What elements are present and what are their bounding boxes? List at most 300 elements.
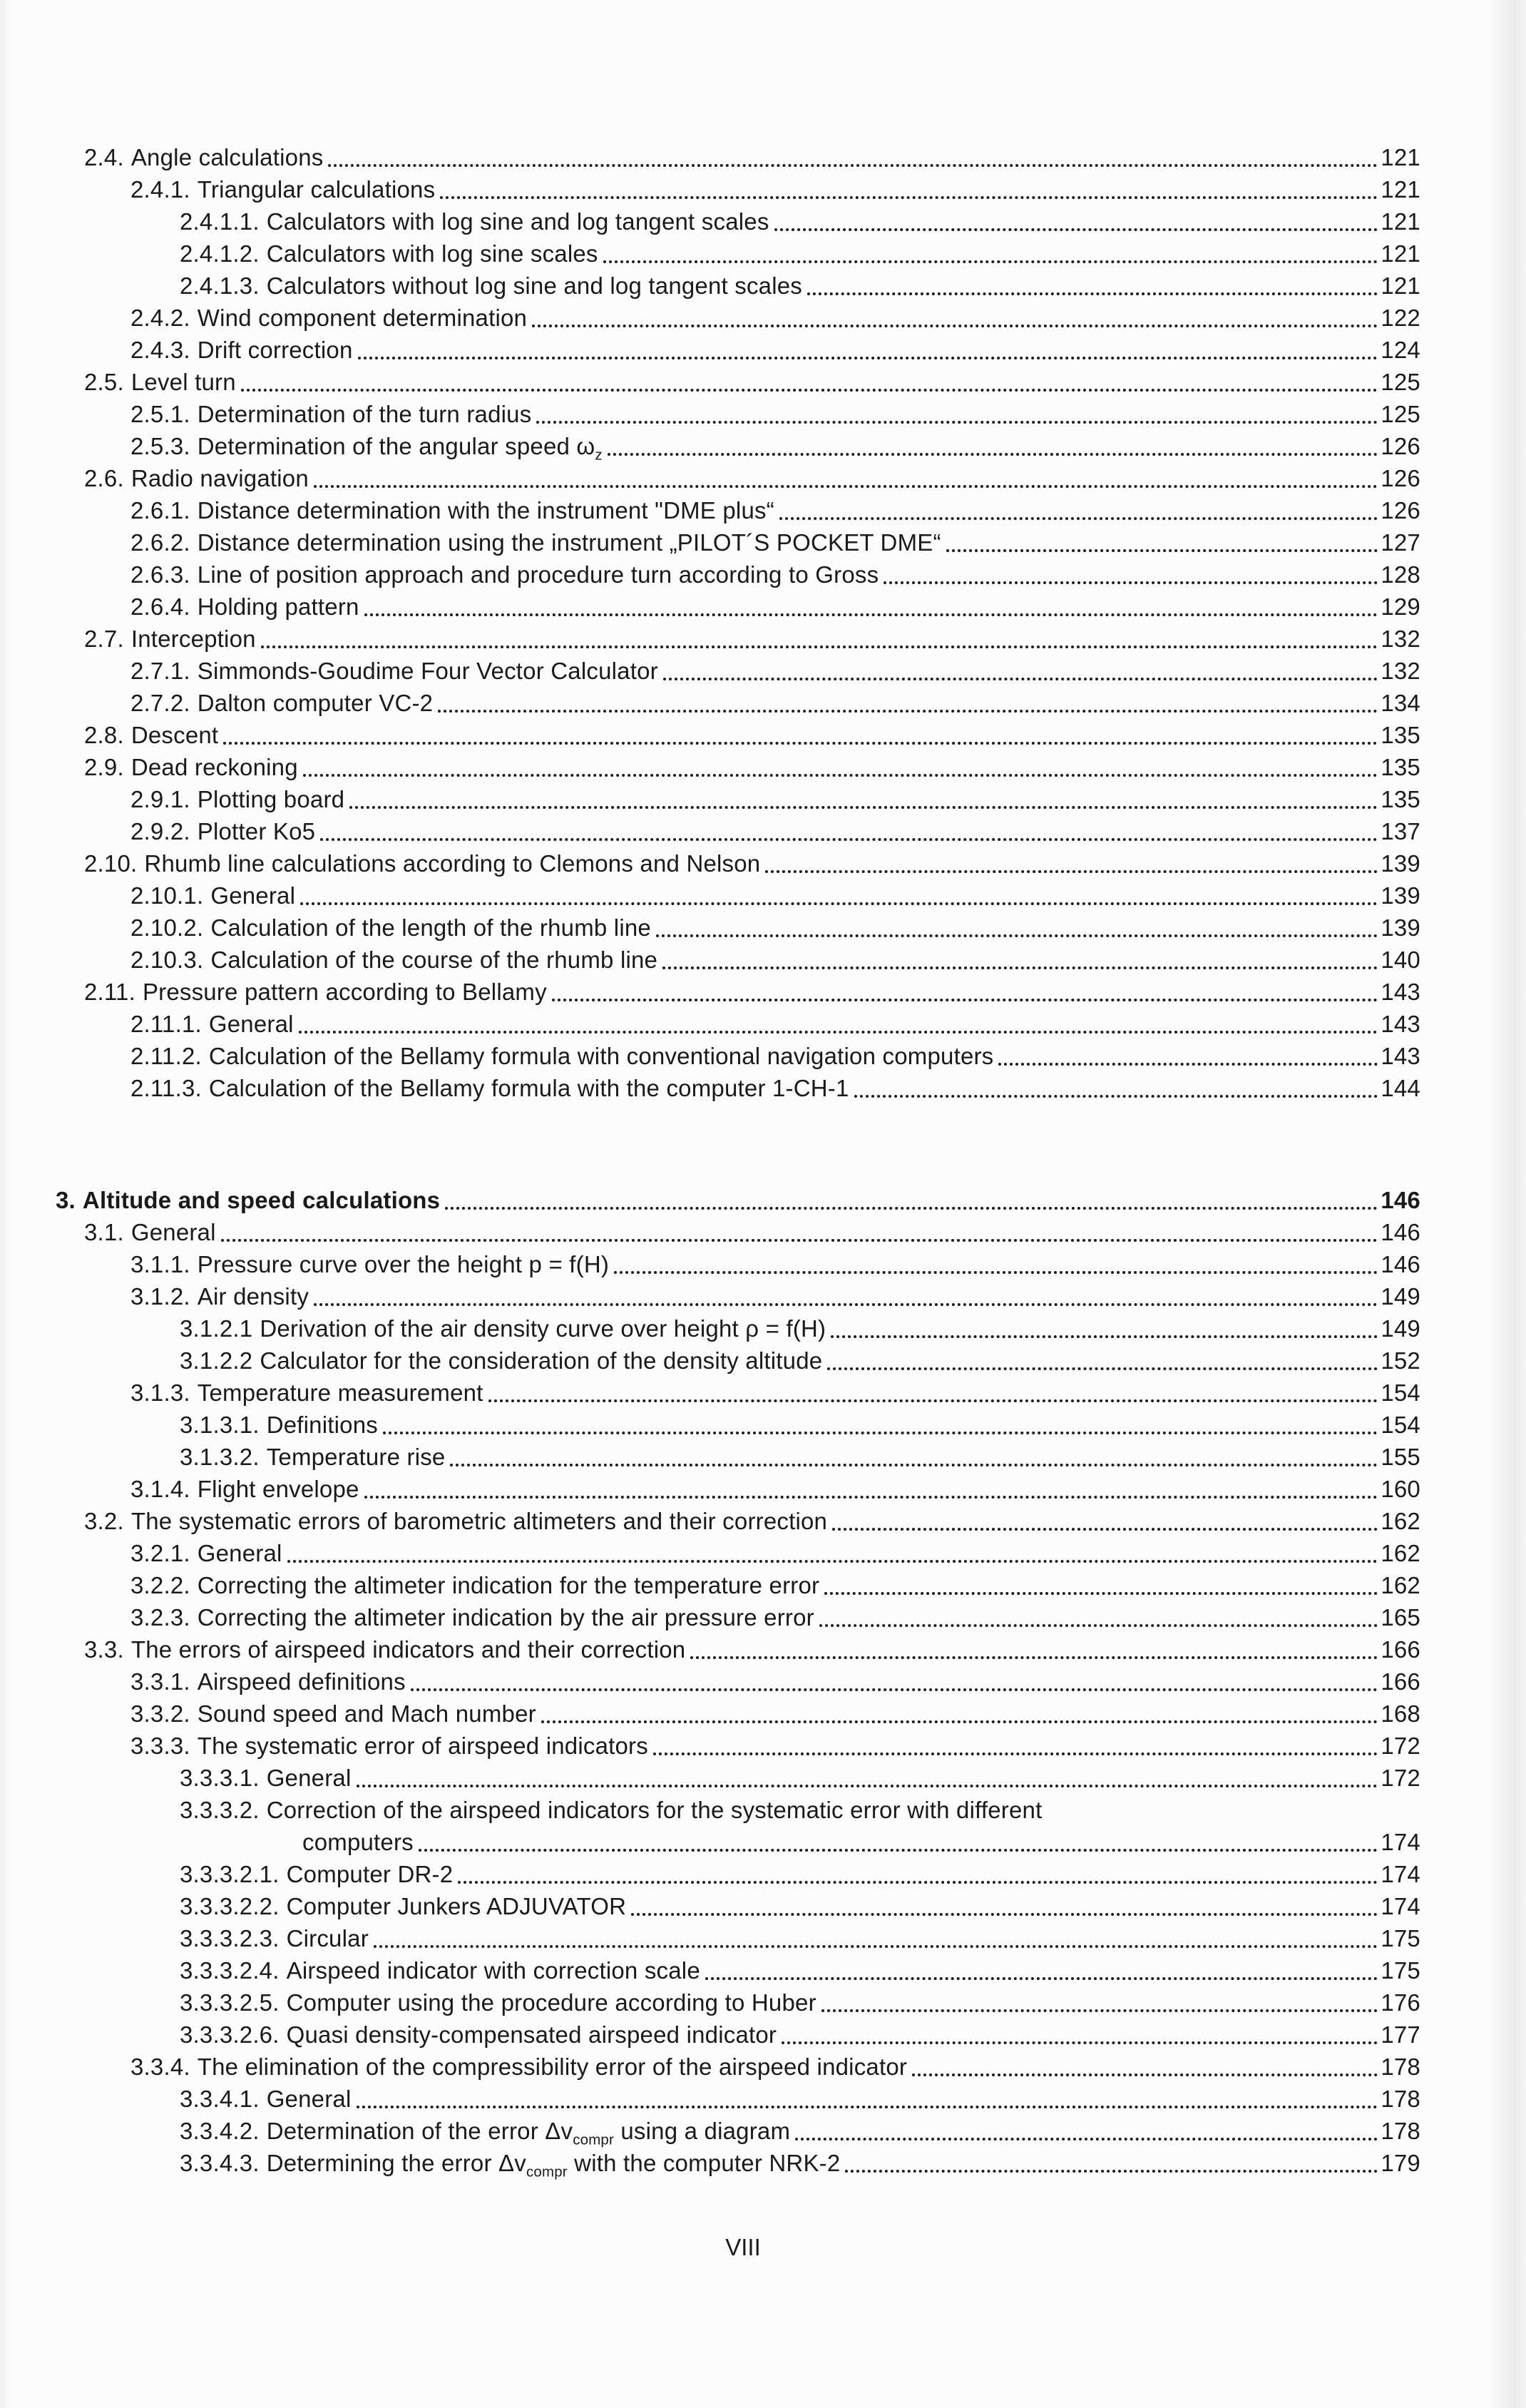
toc-entry-title: Rhumb line calculations according to Clemons and Nelson <box>144 850 761 877</box>
toc-entry-page-number: 168 <box>1381 1700 1420 1727</box>
toc-entry-title: Level turn <box>130 369 236 395</box>
toc-entry-number: 3.2. <box>84 1508 124 1534</box>
dotted-leader <box>656 934 1378 937</box>
toc-entry <box>0 1040 1526 1072</box>
toc-entry-page-number: 146 <box>1381 1219 1420 1245</box>
toc-entry-page-number: 176 <box>1381 1989 1420 2016</box>
toc-entry-number: 2.6. <box>84 465 124 491</box>
toc-entry-number: 2.9.2. <box>130 818 190 845</box>
toc-entry-title: Temperature rise <box>266 1444 446 1470</box>
toc-entry-page-number: 178 <box>1381 2086 1420 2112</box>
toc-entry-number: 3.2.3. <box>130 1604 190 1631</box>
dotted-leader <box>552 999 1378 1001</box>
toc-entry-number: 3.3.3.2.6. <box>180 2021 280 2048</box>
toc-entry-page-number: 149 <box>1381 1315 1420 1342</box>
toc-entry-page-number: 162 <box>1381 1540 1420 1566</box>
toc-entry-page-number: 129 <box>1381 593 1420 620</box>
toc-section-heading <box>0 1184 1526 1216</box>
toc-entry <box>0 1377 1526 1409</box>
toc-entry-page-number: 139 <box>1381 882 1420 909</box>
toc-entry-page-number: 126 <box>1381 433 1420 459</box>
toc-entry <box>0 1505 1526 1537</box>
dotted-leader <box>608 453 1378 456</box>
toc-entry-number: 3.1. <box>84 1219 124 1245</box>
toc-entry <box>0 558 1526 591</box>
dotted-leader <box>223 742 1378 745</box>
toc-entry-page-number: 139 <box>1381 850 1420 877</box>
toc-entry <box>0 1248 1526 1280</box>
dotted-leader <box>314 1303 1378 1306</box>
toc-entry-page-number: 155 <box>1381 1444 1420 1470</box>
dotted-leader <box>779 517 1378 520</box>
toc-entry-page-number: 122 <box>1381 305 1420 331</box>
toc-entry-number: 3.2.1. <box>130 1540 190 1566</box>
dotted-leader <box>827 1367 1378 1370</box>
toc-entry-number: 2.10.2. <box>130 914 204 941</box>
toc-entry-number: 2.8. <box>84 722 124 748</box>
toc-entry-title: The elimination of the compressibility error of the airspeed indicator <box>197 2054 908 2080</box>
toc-entry-title: Computer using the procedure according to Huber <box>286 1989 816 2016</box>
dotted-leader <box>782 2041 1378 2044</box>
toc-entry <box>0 591 1526 623</box>
toc-entry-number: 2.11.2. <box>130 1043 202 1069</box>
toc-entry-title: Wind component determination <box>197 305 528 331</box>
toc-entry-page-number: 174 <box>1381 1861 1420 1887</box>
toc-entry-number: 2.4.1.3. <box>180 272 260 299</box>
toc-entry-page-number: 137 <box>1381 818 1420 845</box>
toc-entry-number: 3.3.3.2. <box>180 1797 260 1823</box>
toc-entry-page-number: 125 <box>1381 369 1420 395</box>
toc-entry-page-number: 121 <box>1381 176 1420 203</box>
toc-entry-title: Flight envelope <box>197 1476 359 1502</box>
toc-entry-page-number: 144 <box>1381 1075 1420 1101</box>
dotted-leader <box>383 1432 1378 1434</box>
toc-entry <box>0 719 1526 751</box>
dotted-leader <box>357 2106 1378 2108</box>
toc-entry-title: Triangular calculations <box>197 176 436 203</box>
dotted-leader <box>440 196 1378 199</box>
toc-entry-title: General <box>266 1765 352 1791</box>
toc-entry <box>0 141 1526 173</box>
toc-entry-title: Computer Junkers ADJUVATOR <box>286 1893 627 1919</box>
toc-entry <box>0 815 1526 847</box>
toc-entry-page-number: 177 <box>1381 2021 1420 2048</box>
toc-entry-page-number: 132 <box>1381 626 1420 652</box>
toc-entry <box>0 205 1526 238</box>
dotted-leader <box>300 902 1378 905</box>
toc-entry-page-number: 135 <box>1381 722 1420 748</box>
dotted-leader <box>364 1496 1378 1499</box>
toc-entry-title: Determination of the turn radius <box>197 401 532 427</box>
toc-entry-number: 3.1.4. <box>130 1476 190 1502</box>
dotted-leader <box>450 1464 1378 1466</box>
toc-entry-number: 3.3. <box>84 1636 124 1663</box>
toc-entry <box>0 1762 1526 1794</box>
toc-entry-title: The systematic error of airspeed indicators <box>197 1733 648 1759</box>
toc-entry-number: 3.3.3. <box>130 1733 190 1759</box>
toc-entry <box>0 1312 1526 1345</box>
dotted-leader <box>458 1881 1378 1884</box>
toc-entry <box>0 912 1526 944</box>
dotted-leader <box>320 838 1378 841</box>
toc-entry-page-number: 132 <box>1381 658 1420 684</box>
toc-entry-page-number: 172 <box>1381 1765 1420 1791</box>
toc-entry <box>0 1665 1526 1698</box>
toc-entry <box>0 270 1526 302</box>
toc-entry-number: 3.1.3.2. <box>180 1444 260 1470</box>
toc-entry-number: 3.3.4. <box>130 2054 190 2080</box>
toc-entry <box>0 1890 1526 1922</box>
toc-entry-page-number: 140 <box>1381 947 1420 973</box>
toc-entry-title: Calculators with log sine scales <box>266 240 598 267</box>
dotted-leader <box>411 1688 1378 1691</box>
dotted-leader <box>795 2138 1378 2141</box>
toc-entry <box>0 334 1526 366</box>
toc-entry-page-number: 139 <box>1381 914 1420 941</box>
toc-entry <box>0 2083 1526 2115</box>
dotted-leader <box>807 292 1378 295</box>
dotted-leader <box>419 1849 1378 1852</box>
toc-entry <box>0 1698 1526 1730</box>
toc-entry-title: General <box>130 1219 216 1245</box>
toc-entry-number: 2.10. <box>84 850 138 877</box>
toc-entry-number: 2.4.1.1. <box>180 208 260 235</box>
toc-entry-number: 2.7.1. <box>130 658 190 684</box>
toc-entry-title: Definitions <box>266 1412 378 1438</box>
toc-entry <box>0 879 1526 912</box>
toc-entry-number: 3.1.2.1 <box>180 1315 253 1342</box>
toc-entry-number: 2.5.1. <box>130 401 190 427</box>
toc-entry <box>0 623 1526 655</box>
dotted-leader <box>854 1095 1378 1098</box>
toc-entry-title: Distance determination with the instrument "DME plus“ <box>197 497 774 524</box>
toc-entry-number: 3.1.2. <box>130 1283 190 1310</box>
dotted-leader <box>357 1785 1378 1787</box>
toc-entry-number: 2.7.2. <box>130 690 190 716</box>
dotted-leader <box>946 549 1378 552</box>
toc-entry-number: 2.10.1. <box>130 882 204 909</box>
dotted-leader <box>998 1063 1378 1066</box>
dotted-leader <box>912 2073 1378 2076</box>
toc-entry-title: Temperature measurement <box>197 1379 483 1406</box>
toc-entry-number: 2.4.1. <box>130 176 190 203</box>
toc-entry <box>0 173 1526 205</box>
toc-entry-page-number: 143 <box>1381 979 1420 1005</box>
toc-entry <box>0 1986 1526 2019</box>
toc-entry-page-number: 174 <box>1381 1829 1420 1855</box>
toc-entry-title: Correction of the airspeed indicators for the systematic error with different <box>266 1797 1043 1823</box>
toc-entry-number: 2.6.3. <box>130 561 190 588</box>
toc-entry-title: The errors of airspeed indicators and their correction <box>130 1636 686 1663</box>
toc-entry-number: 3.3.4.2. <box>180 2118 260 2144</box>
toc-entry-page-number: 166 <box>1381 1636 1420 1663</box>
toc-entry-number: 3.1.2.2 <box>180 1347 253 1374</box>
toc-entry-title: Airspeed indicator with correction scale <box>286 1957 700 1984</box>
toc-entry <box>0 2051 1526 2083</box>
toc-entry-page-number: 127 <box>1381 529 1420 556</box>
toc-entry-title: Sound speed and Mach number <box>197 1700 536 1727</box>
toc-entry-page-number: 128 <box>1381 561 1420 588</box>
toc-entry <box>0 462 1526 494</box>
toc-entry-number: 3.3.3.2.4. <box>180 1957 280 1984</box>
toc-entry <box>0 398 1526 430</box>
toc-entry <box>0 847 1526 879</box>
toc-entry-number: 3. <box>56 1187 76 1213</box>
toc-entry <box>0 1280 1526 1312</box>
toc-entry-page-number: 143 <box>1381 1011 1420 1037</box>
toc-entry-page-number: 121 <box>1381 208 1420 235</box>
toc-entry-title: General <box>266 2086 352 2112</box>
toc-entry-number: 2.4. <box>84 144 124 170</box>
toc-entry-title: Angle calculations <box>130 144 324 170</box>
dotted-leader <box>488 1399 1378 1402</box>
toc-entry-title: Calculation of the Bellamy formula with the computer 1-CH-1 <box>208 1075 849 1101</box>
toc-entry-page-number: 162 <box>1381 1572 1420 1598</box>
toc-entry <box>0 944 1526 976</box>
toc-entry-number: 2.9. <box>84 754 124 780</box>
toc-entry-number: 2.6.1. <box>130 497 190 524</box>
dotted-leader <box>241 389 1378 392</box>
toc-entry-page-number: 175 <box>1381 1957 1420 1984</box>
toc-entry-title: Plotter Ko5 <box>197 818 316 845</box>
toc-entry-number: 2.7. <box>84 626 124 652</box>
toc-entry <box>0 1954 1526 1986</box>
toc-entry-title: Calculation of the length of the rhumb line <box>210 914 651 941</box>
toc-entry-title: Holding pattern <box>197 593 359 620</box>
toc-entry-page-number: 154 <box>1381 1412 1420 1438</box>
toc-entry-title: Pressure curve over the height p = f(H) <box>197 1251 610 1277</box>
toc-entry-number: 2.5. <box>84 369 124 395</box>
dotted-leader <box>774 228 1378 231</box>
dotted-leader <box>832 1528 1378 1531</box>
dotted-leader <box>299 1031 1378 1034</box>
toc-entry <box>0 751 1526 783</box>
toc-entry-title: Determination of the error $\Delta v_{compr}$ using a diagram <box>266 2118 791 2148</box>
toc-entry-title: Line of position approach and procedure turn according to Gross <box>197 561 879 588</box>
toc-entry-number: 2.4.2. <box>130 305 190 331</box>
dotted-leader <box>358 357 1378 359</box>
dotted-leader <box>261 646 1378 648</box>
toc-entry <box>0 2115 1526 2147</box>
toc-entry-number: 3.2.2. <box>130 1572 190 1598</box>
toc-entry <box>0 494 1526 526</box>
toc-entry <box>0 1601 1526 1633</box>
toc-entry-title: Circular <box>286 1925 369 1952</box>
toc-entry-page-number: 152 <box>1381 1347 1420 1374</box>
toc-entry-title: Derivation of the air density curve over height ρ = f(H) <box>260 1315 826 1342</box>
table-of-contents <box>0 141 1526 2179</box>
page-number-footer: VIII <box>725 2234 761 2260</box>
dotted-leader <box>821 2009 1378 2012</box>
toc-entry <box>0 1409 1526 1441</box>
toc-entry <box>0 430 1526 462</box>
dotted-leader <box>653 1753 1378 1755</box>
toc-entry-number: 2.6.2. <box>130 529 190 556</box>
toc-entry-title: Pressure pattern according to Bellamy <box>142 979 547 1005</box>
toc-entry-title: Calculators without log sine and log tangent scales <box>266 272 803 299</box>
toc-entry-number: 3.3.3.2.1. <box>180 1861 280 1887</box>
toc-entry <box>0 366 1526 398</box>
toc-entry-number: 2.4.1.2. <box>180 240 260 267</box>
dotted-leader <box>603 260 1378 263</box>
toc-entry-page-number: 121 <box>1381 240 1420 267</box>
toc-entry <box>0 1826 1526 1858</box>
toc-entry-title: Calculation of the Bellamy formula with conventional navigation computers <box>208 1043 994 1069</box>
toc-entry <box>0 1794 1526 1826</box>
toc-entry-page-number: 126 <box>1381 497 1420 524</box>
toc-entry-page-number: 174 <box>1381 1893 1420 1919</box>
dotted-leader <box>541 1720 1378 1723</box>
toc-entry-title: Descent <box>130 722 219 748</box>
toc-entry-page-number: 135 <box>1381 754 1420 780</box>
toc-entry <box>0 1216 1526 1248</box>
dotted-leader <box>765 870 1378 873</box>
toc-entry-number: 3.3.3.2.3. <box>180 1925 280 1952</box>
toc-entry-page-number: 126 <box>1381 465 1420 491</box>
dotted-leader <box>364 613 1378 616</box>
toc-entry-page-number: 121 <box>1381 272 1420 299</box>
toc-entry <box>0 976 1526 1008</box>
toc-entry-page-number: 149 <box>1381 1283 1420 1310</box>
toc-entry <box>0 2147 1526 2179</box>
dotted-leader <box>614 1271 1378 1274</box>
toc-entry-number: 3.3.2. <box>130 1700 190 1727</box>
toc-entry-title: General <box>208 1011 294 1037</box>
toc-entry-title: Correcting the altimeter indication by the air pressure error <box>197 1604 814 1631</box>
toc-entry <box>0 1858 1526 1890</box>
toc-entry-page-number: 143 <box>1381 1043 1420 1069</box>
toc-entry-title: Dalton computer VC-2 <box>197 690 434 716</box>
toc-entry-title: Simmonds-Goudime Four Vector Calculator <box>197 658 658 684</box>
dotted-leader <box>221 1239 1378 1242</box>
dotted-leader <box>328 164 1378 167</box>
dotted-leader <box>532 325 1378 327</box>
toc-entry-title: Interception <box>130 626 256 652</box>
toc-entry-title: Drift correction <box>197 337 353 363</box>
toc-entry <box>0 1922 1526 1954</box>
toc-entry-page-number: 135 <box>1381 786 1420 812</box>
toc-entry-number: 2.11. <box>84 979 135 1005</box>
toc-entry <box>0 1441 1526 1473</box>
toc-entry <box>0 1537 1526 1569</box>
toc-entry-number: 3.3.3.2.5. <box>180 1989 280 2016</box>
toc-entry <box>0 1008 1526 1040</box>
dotted-leader <box>287 1560 1378 1563</box>
dotted-leader <box>445 1207 1378 1210</box>
dotted-leader <box>705 1977 1378 1980</box>
dotted-leader <box>631 1913 1378 1916</box>
toc-entry-page-number: 160 <box>1381 1476 1420 1502</box>
toc-entry-title: Determination of the angular speed $\omega_z$ <box>197 433 603 464</box>
toc-entry-title: Determining the error $\Delta v_{compr}$ with the computer NRK-2 <box>266 2150 841 2180</box>
toc-entry-number: 3.3.4.1. <box>180 2086 260 2112</box>
toc-entry-number: 3.3.4.3. <box>180 2150 260 2176</box>
dotted-leader <box>690 1656 1378 1659</box>
toc-entry <box>0 302 1526 334</box>
toc-entry-page-number: 121 <box>1381 144 1420 170</box>
toc-entry-page-number: 178 <box>1381 2054 1420 2080</box>
toc-entry-title: Plotting board <box>197 786 345 812</box>
toc-entry <box>0 1730 1526 1762</box>
dotted-leader <box>349 806 1378 809</box>
toc-entry-page-number: 165 <box>1381 1604 1420 1631</box>
toc-entry-number: 2.10.3. <box>130 947 204 973</box>
toc-entry-title: The systematic errors of barometric altimeters and their correction <box>130 1508 828 1534</box>
toc-entry-title: General <box>210 882 296 909</box>
toc-entry-title: Dead reckoning <box>130 754 298 780</box>
toc-entry-title: Airspeed definitions <box>197 1668 406 1695</box>
toc-entry-page-number: 172 <box>1381 1733 1420 1759</box>
toc-entry-title: Air density <box>197 1283 309 1310</box>
dotted-leader <box>845 2170 1378 2173</box>
toc-entry-page-number: 124 <box>1381 337 1420 363</box>
toc-entry-title: Altitude and speed calculations <box>82 1187 441 1213</box>
toc-entry-page-number: 134 <box>1381 690 1420 716</box>
toc-entry-number: 2.4.3. <box>130 337 190 363</box>
toc-entry-page-number: 178 <box>1381 2118 1420 2144</box>
toc-entry-title: Radio navigation <box>130 465 309 491</box>
toc-entry-number: 2.9.1. <box>130 786 190 812</box>
toc-entry-page-number: 166 <box>1381 1668 1420 1695</box>
toc-entry-page-number: 146 <box>1381 1251 1420 1277</box>
toc-entry <box>0 238 1526 270</box>
dotted-leader <box>536 421 1378 424</box>
toc-entry-title: General <box>197 1540 282 1566</box>
dotted-leader <box>303 774 1378 777</box>
toc-entry-title: Calculators with log sine and log tangent scales <box>266 208 769 235</box>
dotted-leader <box>824 1592 1378 1595</box>
toc-entry-title: computers <box>302 1829 414 1855</box>
toc-entry-title: Computer DR-2 <box>286 1861 454 1887</box>
toc-entry <box>0 783 1526 815</box>
toc-entry-title: Calculation of the course of the rhumb line <box>210 947 658 973</box>
toc-entry <box>0 1345 1526 1377</box>
toc-entry-number: 3.3.3.1. <box>180 1765 260 1791</box>
toc-entry-number: 3.3.1. <box>130 1668 190 1695</box>
dotted-leader <box>663 678 1378 680</box>
toc-entry-page-number: 154 <box>1381 1379 1420 1406</box>
toc-entry-page-number: 146 <box>1381 1187 1420 1213</box>
toc-entry <box>0 2019 1526 2051</box>
dotted-leader <box>662 966 1378 969</box>
toc-entry-number: 2.11.1. <box>130 1011 202 1037</box>
toc-entry-number: 2.11.3. <box>130 1075 202 1101</box>
toc-entry-number: 3.1.3.1. <box>180 1412 260 1438</box>
toc-entry <box>0 655 1526 687</box>
dotted-leader <box>884 581 1378 584</box>
toc-entry-number: 2.5.3. <box>130 433 190 459</box>
section-gap <box>0 1104 1526 1184</box>
dotted-leader <box>374 1945 1378 1948</box>
toc-entry-page-number: 125 <box>1381 401 1420 427</box>
toc-entry <box>0 1633 1526 1665</box>
toc-entry-page-number: 162 <box>1381 1508 1420 1534</box>
dotted-leader <box>819 1624 1378 1627</box>
toc-entry-number: 3.3.3.2.2. <box>180 1893 280 1919</box>
toc-entry-page-number: 179 <box>1381 2150 1420 2176</box>
toc-entry <box>0 526 1526 558</box>
toc-entry <box>0 687 1526 719</box>
toc-entry-number: 3.1.3. <box>130 1379 190 1406</box>
toc-entry-title: Distance determination using the instrument „PILOT´S POCKET DME“ <box>197 529 941 556</box>
toc-entry <box>0 1569 1526 1601</box>
dotted-leader <box>314 485 1378 488</box>
toc-entry-number: 3.1.1. <box>130 1251 190 1277</box>
dotted-leader <box>438 710 1378 713</box>
toc-entry <box>0 1473 1526 1505</box>
dotted-leader <box>831 1335 1378 1338</box>
toc-entry-page-number: 175 <box>1381 1925 1420 1952</box>
